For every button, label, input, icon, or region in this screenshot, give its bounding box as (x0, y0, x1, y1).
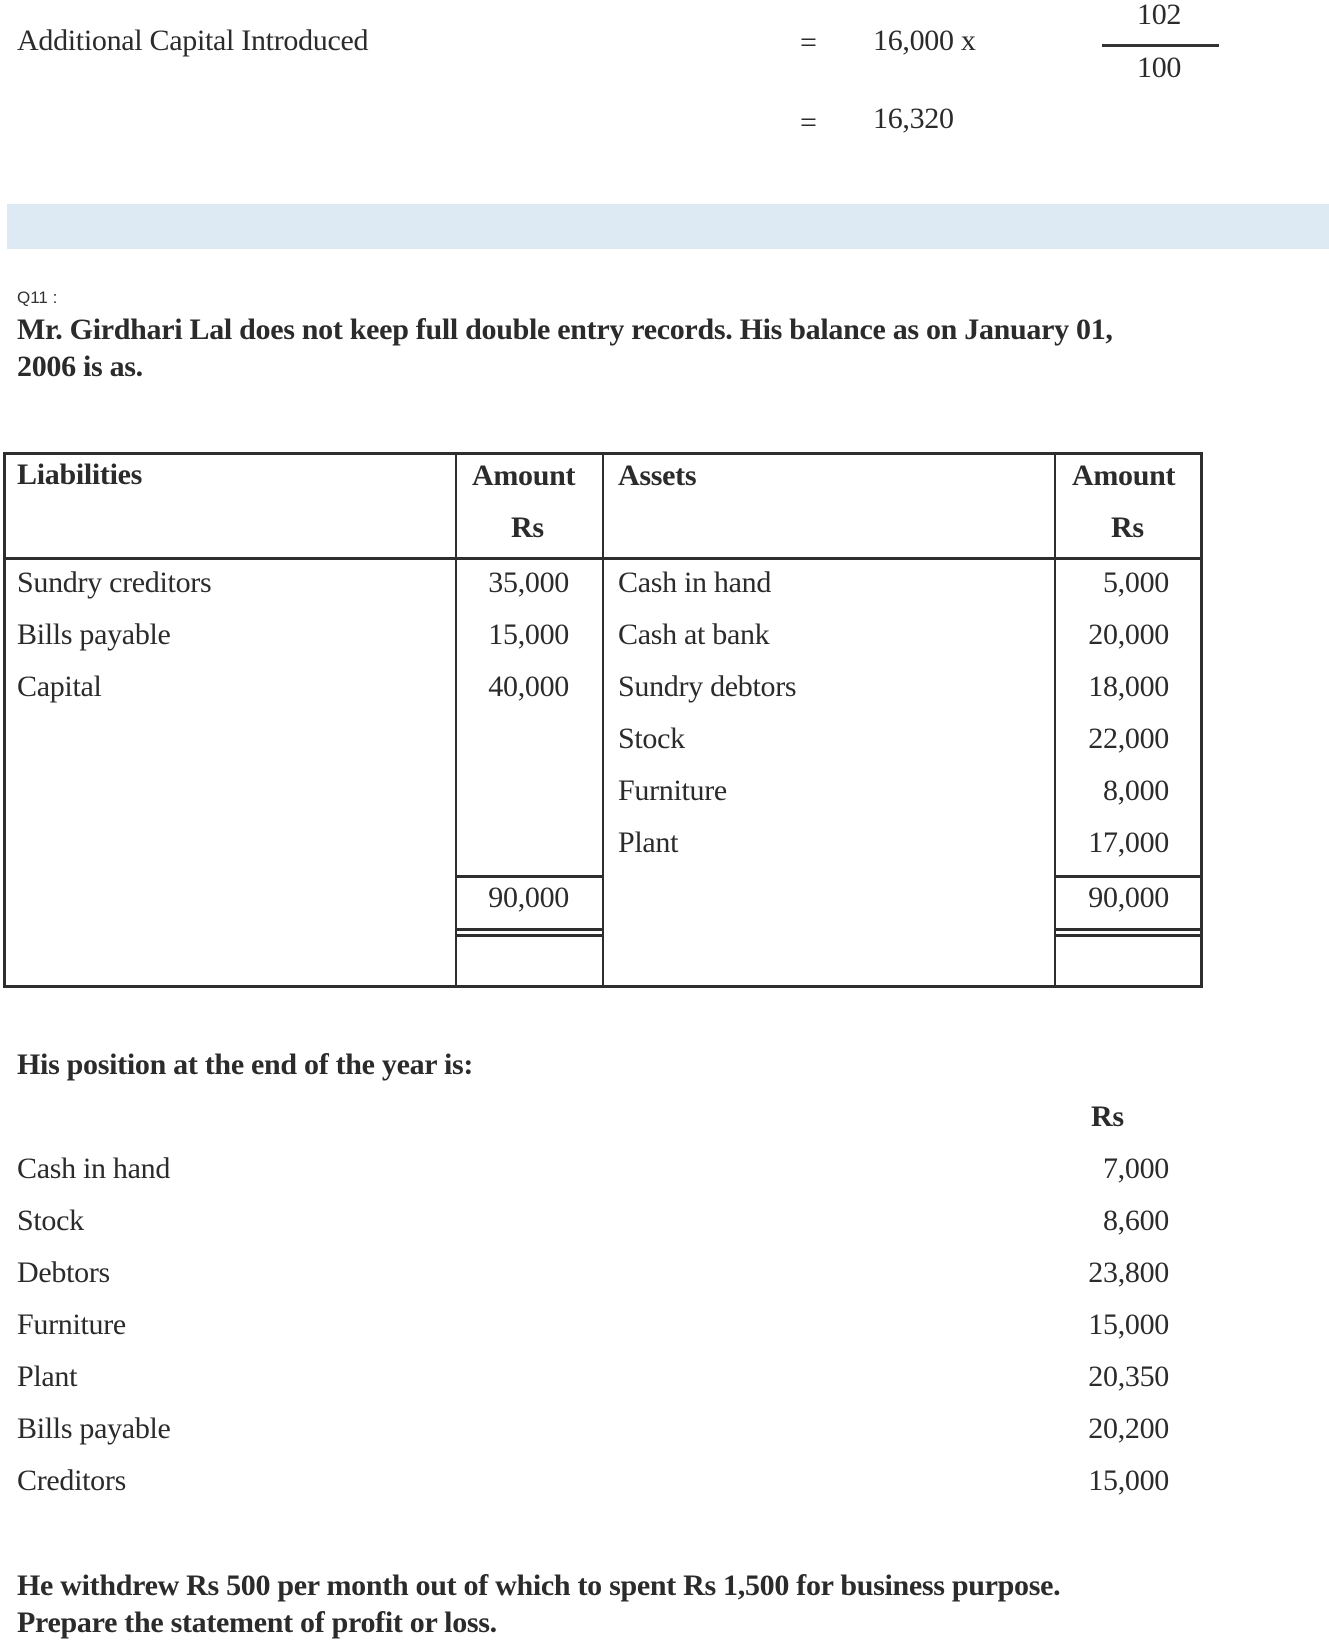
position-item-amount: 15,000 (1088, 1308, 1169, 1341)
position-item-name: Bills payable (17, 1412, 171, 1445)
asset-name: Plant (618, 826, 679, 859)
section-divider-band (7, 204, 1329, 249)
total-double-line (456, 928, 603, 931)
position-item-amount: 23,800 (1088, 1256, 1169, 1289)
footer-line1: He withdrew Rs 500 per month out of which to spent Rs 1,500 for business purpose. (17, 1569, 1061, 1602)
position-item-amount: 8,600 (1102, 1204, 1169, 1237)
fraction-bar (1102, 44, 1219, 47)
position-item-name: Plant (17, 1360, 78, 1393)
total-line (1055, 875, 1203, 878)
position-item-amount: 20,200 (1088, 1412, 1169, 1445)
asset-name: Stock (618, 722, 685, 755)
header-liabilities: Liabilities (17, 458, 143, 491)
header-rs: Rs (1111, 511, 1144, 544)
calc-expression: 16,000 x (873, 24, 976, 57)
question-text-line1: Mr. Girdhari Lal does not keep full double entry records. His balance as on January 01, (17, 313, 1113, 346)
liability-amount: 40,000 (488, 670, 569, 703)
asset-amount: 20,000 (1088, 618, 1169, 651)
asset-name: Sundry debtors (618, 670, 797, 703)
asset-amount: 5,000 (1102, 566, 1169, 599)
total-double-line (1055, 934, 1203, 937)
column-divider (602, 452, 604, 988)
asset-amount: 8,000 (1102, 774, 1169, 807)
position-currency: Rs (1091, 1100, 1124, 1133)
liability-name: Capital (17, 670, 102, 703)
liabilities-total: 90,000 (488, 881, 569, 914)
question-number: Q11 : (17, 288, 58, 307)
header-divider (3, 557, 1203, 560)
column-divider (1054, 452, 1056, 988)
position-item-name: Creditors (17, 1464, 126, 1497)
position-item-amount: 7,000 (1102, 1152, 1169, 1185)
total-double-line (456, 934, 603, 937)
total-double-line (1055, 928, 1203, 931)
asset-amount: 22,000 (1088, 722, 1169, 755)
fraction-denominator: 100 (1137, 51, 1182, 84)
header-assets: Assets (618, 459, 697, 492)
calc-label: Additional Capital Introduced (17, 24, 369, 57)
asset-amount: 18,000 (1088, 670, 1169, 703)
asset-name: Furniture (618, 774, 727, 807)
equals-sign: = (800, 26, 817, 59)
fraction-numerator: 102 (1137, 0, 1182, 31)
header-amount: Amount (472, 459, 576, 492)
assets-total: 90,000 (1088, 881, 1169, 914)
header-amount: Amount (1072, 459, 1176, 492)
header-rs: Rs (511, 511, 544, 544)
asset-name: Cash at bank (618, 618, 770, 651)
liability-amount: 35,000 (488, 566, 569, 599)
liability-amount: 15,000 (488, 618, 569, 651)
position-item-name: Debtors (17, 1256, 110, 1289)
position-item-name: Stock (17, 1204, 84, 1237)
position-heading: His position at the end of the year is: (17, 1048, 474, 1081)
position-item-amount: 20,350 (1088, 1360, 1169, 1393)
column-divider (455, 452, 457, 988)
equals-sign: = (800, 106, 817, 139)
position-item-amount: 15,000 (1088, 1464, 1169, 1497)
asset-name: Cash in hand (618, 566, 772, 599)
calc-result: 16,320 (873, 102, 954, 135)
footer-line2: Prepare the statement of profit or loss. (17, 1606, 497, 1639)
liability-name: Bills payable (17, 618, 171, 651)
position-item-name: Furniture (17, 1308, 126, 1341)
liability-name: Sundry creditors (17, 566, 212, 599)
question-text-line2: 2006 is as. (17, 350, 143, 383)
asset-amount: 17,000 (1088, 826, 1169, 859)
total-line (456, 875, 603, 878)
position-item-name: Cash in hand (17, 1152, 171, 1185)
